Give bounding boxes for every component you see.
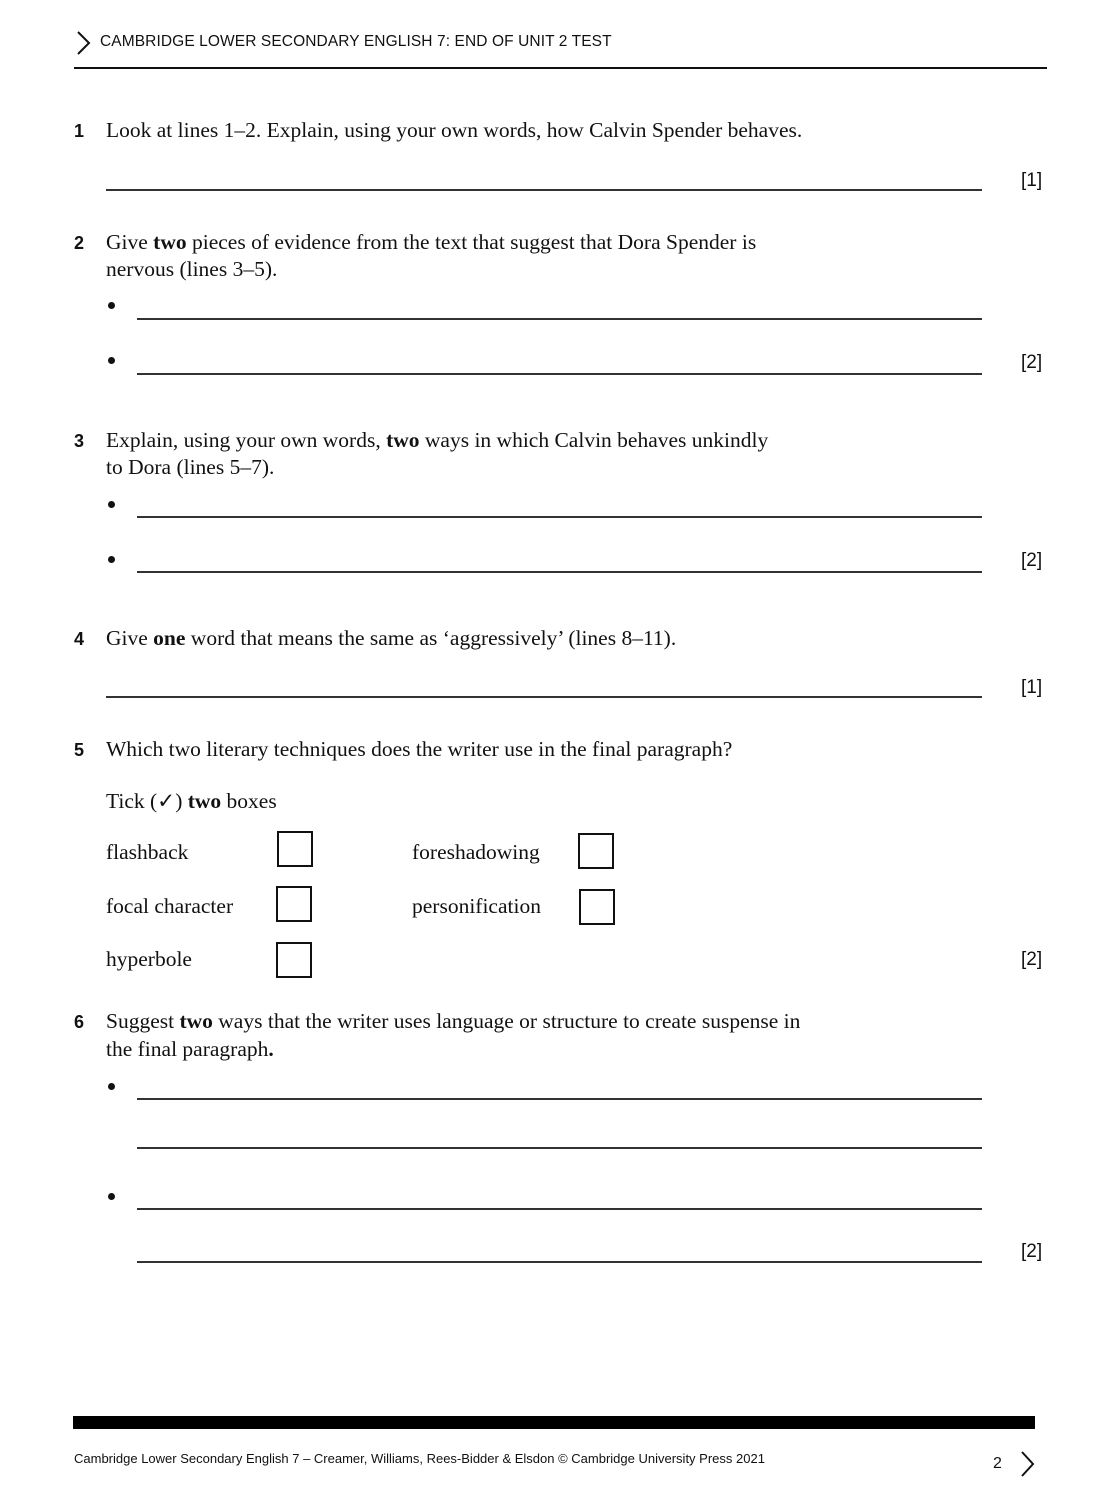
- question-6-number: 6: [74, 1012, 85, 1032]
- answer-line-q3-b[interactable]: [137, 571, 982, 573]
- checkbox-personification[interactable]: [579, 889, 615, 925]
- checkbox-foreshadowing[interactable]: [578, 833, 614, 869]
- q5-marks: [2]: [1021, 949, 1043, 970]
- bullet: [108, 1083, 115, 1090]
- chevron-right-icon: [74, 30, 92, 56]
- chevron-right-icon[interactable]: [1019, 1450, 1035, 1478]
- bullet: [108, 556, 115, 563]
- footer-bar: [73, 1416, 1035, 1429]
- page-number: 2: [993, 1455, 1002, 1472]
- question-2-text: Give two pieces of evidence from the text that suggest that Dora Spender is: [106, 230, 757, 254]
- answer-line-q2-a[interactable]: [137, 318, 982, 320]
- bullet: [108, 302, 115, 309]
- question-3-text: Explain, using your own words, two ways in which Calvin behaves unkindly: [106, 428, 769, 452]
- question-3-number: 3: [74, 431, 85, 451]
- option-personification-label: personification: [412, 894, 541, 918]
- bullet: [108, 1193, 115, 1200]
- option-focal-character-label: focal character: [106, 894, 234, 918]
- answer-line-q6-b1[interactable]: [137, 1208, 982, 1210]
- question-5-instruction: Tick (✓) two boxes: [106, 789, 277, 813]
- answer-line-q1[interactable]: [106, 189, 982, 191]
- q2-marks: [2]: [1021, 352, 1043, 373]
- q3-marks: [2]: [1021, 550, 1043, 571]
- answer-line-q6-a2[interactable]: [137, 1147, 982, 1149]
- checkbox-focal-character[interactable]: [276, 886, 312, 922]
- checkbox-hyperbole[interactable]: [276, 942, 312, 978]
- option-foreshadowing-label: foreshadowing: [412, 840, 540, 864]
- question-5-number: 5: [74, 740, 85, 760]
- question-4-number: 4: [74, 629, 85, 649]
- bullet: [108, 501, 115, 508]
- answer-line-q2-b[interactable]: [137, 373, 982, 375]
- question-5-text: Which two literary techniques does the writer use in the final paragraph?: [106, 737, 733, 761]
- header-title: CAMBRIDGE LOWER SECONDARY ENGLISH 7: END OF UNIT 2 TEST: [100, 33, 612, 50]
- question-3-text-line2: to Dora (lines 5–7).: [106, 455, 275, 479]
- q4-marks: [1]: [1021, 677, 1043, 698]
- header-rule: [74, 67, 1047, 69]
- question-2-text-line2: nervous (lines 3–5).: [106, 257, 278, 281]
- q1-marks: [1]: [1021, 170, 1043, 191]
- footer-credit: Cambridge Lower Secondary English 7 – Creamer, Williams, Rees-Bidder & Elsdon © Cambridge University Press 2021: [74, 1451, 765, 1466]
- option-flashback-label: flashback: [106, 840, 189, 864]
- question-4-text: Give one word that means the same as ‘aggressively’ (lines 8–11).: [106, 626, 677, 650]
- answer-line-q4[interactable]: [106, 696, 982, 698]
- option-hyperbole-label: hyperbole: [106, 947, 192, 971]
- answer-line-q6-b2[interactable]: [137, 1261, 982, 1263]
- question-2-number: 2: [74, 233, 85, 253]
- question-6-text: Suggest two ways that the writer uses language or structure to create suspense in: [106, 1009, 801, 1033]
- question-6-text-line2: the final paragraph.: [106, 1037, 274, 1061]
- question-1-number: 1: [74, 121, 85, 141]
- bullet: [108, 357, 115, 364]
- answer-line-q3-a[interactable]: [137, 516, 982, 518]
- question-1-text: Look at lines 1–2. Explain, using your own words, how Calvin Spender behaves.: [106, 118, 803, 142]
- answer-line-q6-a1[interactable]: [137, 1098, 982, 1100]
- checkbox-flashback[interactable]: [277, 831, 313, 867]
- q6-marks: [2]: [1021, 1241, 1043, 1262]
